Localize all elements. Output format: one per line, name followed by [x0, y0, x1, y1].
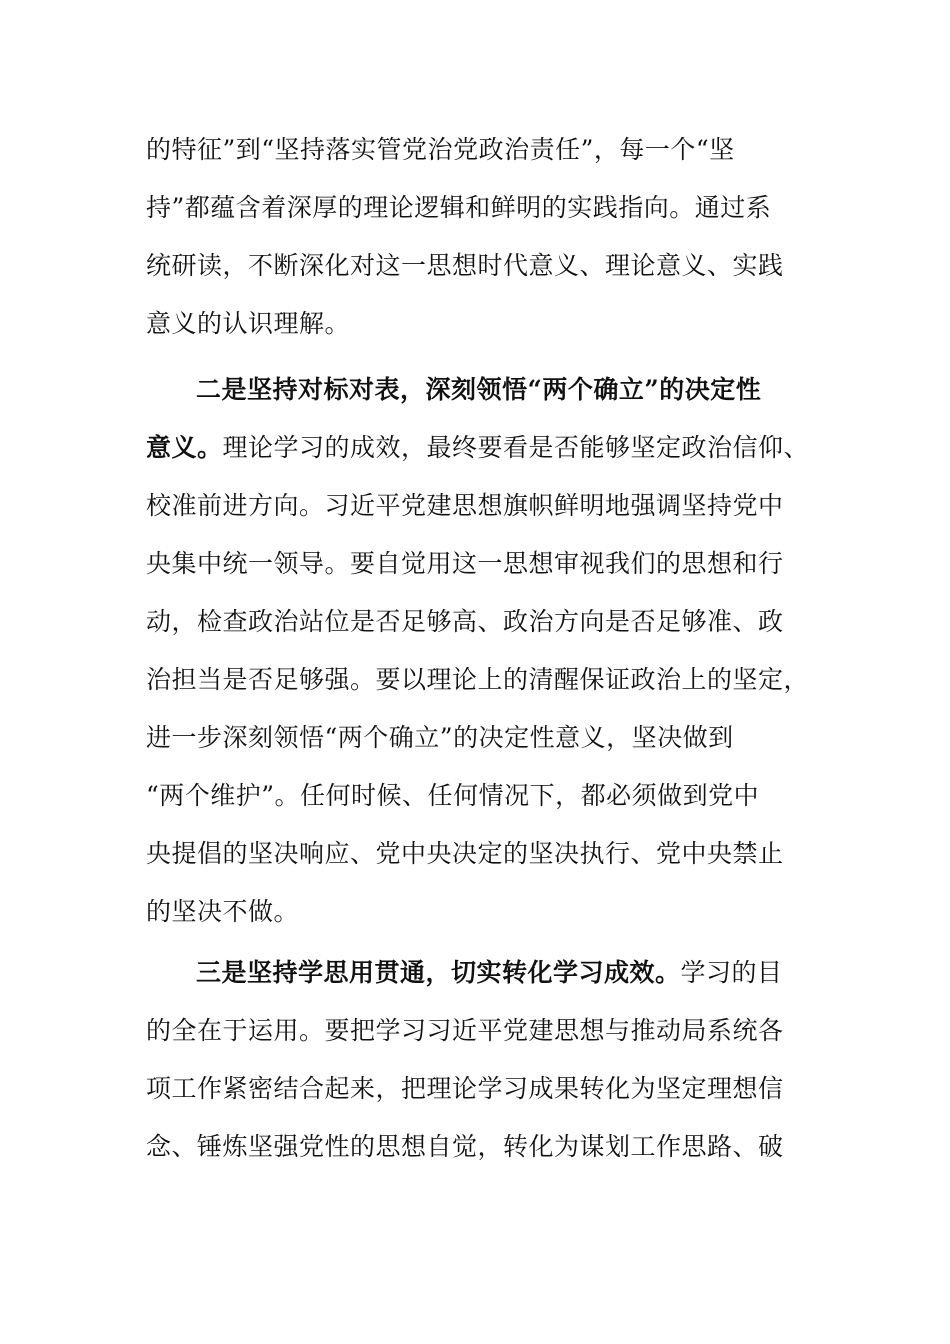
paragraph-3-line-1	[196, 953, 876, 993]
paragraph-2-line-5: 动，检查政治站位是否足够高、政治方向是否足够准、政	[146, 607, 784, 636]
paragraph-2-line-3: 校准前进方向。习近平党建思想旗帜鲜明地强调坚持党中	[146, 491, 784, 520]
paragraph-2-line-9: 央提倡的坚决响应、党中央决定的坚决执行、党中央禁止	[146, 839, 784, 868]
paragraph-2-line-8: “两个维护”。任何时候、任何情况下，都必须做到党中	[146, 781, 760, 810]
paragraph-2-line-2	[146, 428, 826, 468]
paragraph-3-line-3: 项工作紧密结合起来，把理论学习成果转化为坚定理想信	[146, 1074, 784, 1103]
paragraph-3-heading: 三是坚持学思用贯通，切实转化学习成效。	[196, 958, 681, 987]
paragraph-3-line-1-text: 学习的目	[680, 958, 783, 987]
paragraph-3-line-4: 念、锤炼坚强党性的思想自觉，转化为谋划工作思路、破	[146, 1132, 784, 1161]
paragraph-1-line-4: 意义的认识理解。	[146, 309, 351, 338]
paragraph-1-line-3: 统研读，不断深化对这一思想时代意义、理论意义、实践	[146, 251, 784, 280]
paragraph-2-heading: 二是坚持对标对表，深刻领悟“两个确立”的决定性	[196, 375, 762, 404]
paragraph-2-line-4: 央集中统一领导。要自觉用这一思想审视我们的思想和行	[146, 549, 784, 578]
paragraph-2-line-6: 治担当是否足够强。要以理论上的清醒保证政治上的坚定，	[146, 665, 810, 694]
paragraph-2-heading-end: 意义。	[146, 433, 223, 462]
paragraph-1-line-2: 持”都蕴含着深厚的理论逻辑和鲜明的实践指向。通过系	[146, 193, 772, 222]
paragraph-2-line-2-text: 理论学习的成效，最终要看是否能够坚定政治信仰、	[222, 433, 810, 462]
paragraph-3-line-2: 的全在于运用。要把学习习近平党建思想与推动局系统各	[146, 1016, 784, 1045]
paragraph-1-line-1: 的特征”到“坚持落实管党治党政治责任”，每一个“坚	[146, 135, 735, 164]
paragraph-2-line-7: 进一步深刻领悟“两个确立”的决定性意义，坚决做到	[146, 723, 734, 752]
paragraph-2-line-10: 的坚决不做。	[146, 897, 300, 926]
